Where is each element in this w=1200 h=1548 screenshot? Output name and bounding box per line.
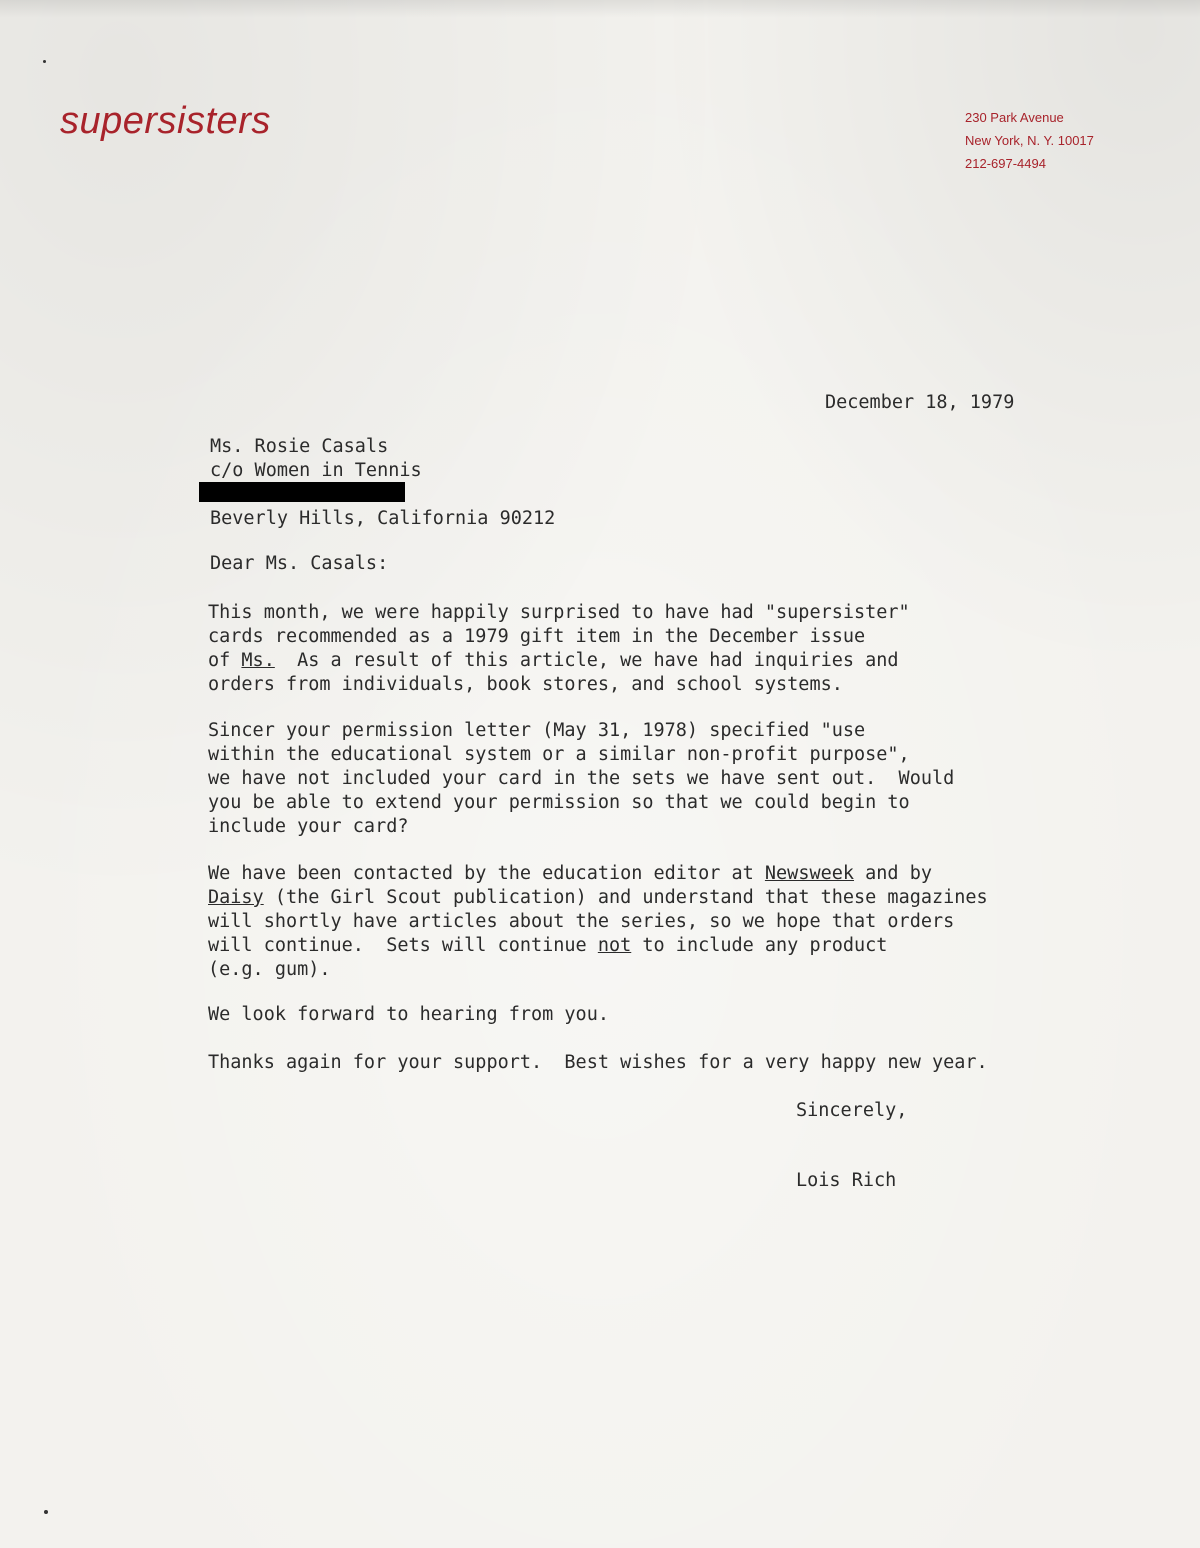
paragraph-1-line <box>208 649 910 673</box>
closing: Sincerely, <box>796 1100 908 1121</box>
paragraph-1-line: This month, we were happily surprised to have had "supersister" <box>208 602 910 623</box>
paragraph-1-line: orders from individuals, book stores, and school systems. <box>208 674 843 695</box>
address-line-city: New York, N. Y. 10017 <box>965 133 1094 148</box>
paragraph-2-line: we have not included your card in the sets we have sent out. Would <box>208 768 955 789</box>
text-run: As a result of this article, we have had inquiries and <box>274 650 899 671</box>
address-phone: 212-697-4494 <box>965 156 1046 171</box>
paragraph-1-line: cards recommended as a 1979 gift item in the December issue <box>208 626 866 647</box>
redaction-bar <box>199 482 405 502</box>
paragraph-3-line: will shortly have articles about the series, so we hope that orders <box>208 911 955 932</box>
paragraph-3 <box>208 862 988 982</box>
paragraph-2-line: include your card? <box>208 816 409 837</box>
magazine-title-daisy: Daisy <box>208 887 264 908</box>
text-run: to include any product <box>631 935 888 956</box>
emphasis-not: not <box>597 935 632 956</box>
text-run: and by <box>854 863 932 884</box>
paragraph-2 <box>208 719 954 839</box>
paragraph-3-line: (e.g. gum). <box>208 959 331 980</box>
text-run: We have been contacted by the education editor at <box>208 863 765 884</box>
paragraph-3-line <box>208 886 988 910</box>
paragraph-2-line: within the educational system or a similar non-profit purpose", <box>208 744 910 765</box>
paragraph-4: We look forward to hearing from you. <box>208 1004 609 1025</box>
paragraph-2-line: you be able to extend your permission so that we could begin to <box>208 792 910 813</box>
letter-date: December 18, 1979 <box>825 392 1015 413</box>
paragraph-2-line: Sincer your permission letter (May 31, 1978) specified "use <box>208 720 866 741</box>
recipient-name: Ms. Rosie Casals <box>210 436 389 457</box>
recipient-city: Beverly Hills, California 90212 <box>210 508 556 529</box>
paper-speck <box>44 1510 48 1514</box>
magazine-title-ms: Ms. <box>241 650 275 671</box>
paragraph-3-line <box>208 934 988 958</box>
signer-name: Lois Rich <box>796 1170 897 1191</box>
paragraph-3-line <box>208 862 988 886</box>
address-line-street: 230 Park Avenue <box>965 110 1064 125</box>
salutation: Dear Ms. Casals: <box>210 553 389 574</box>
text-run: of <box>208 650 242 671</box>
magazine-title-newsweek: Newsweek <box>764 863 855 884</box>
letterhead-brand: supersisters <box>60 100 271 142</box>
paper-edge-shadow <box>0 0 1200 18</box>
text-run: (the Girl Scout publication) and understand that these magazines <box>263 887 988 908</box>
paper-speck <box>43 60 46 63</box>
paragraph-1 <box>208 601 910 697</box>
text-run: will continue. Sets will continue <box>208 935 598 956</box>
recipient-care-of: c/o Women in Tennis <box>210 460 422 481</box>
paragraph-5: Thanks again for your support. Best wishes for a very happy new year. <box>208 1052 988 1073</box>
letterhead-address <box>965 106 1094 175</box>
